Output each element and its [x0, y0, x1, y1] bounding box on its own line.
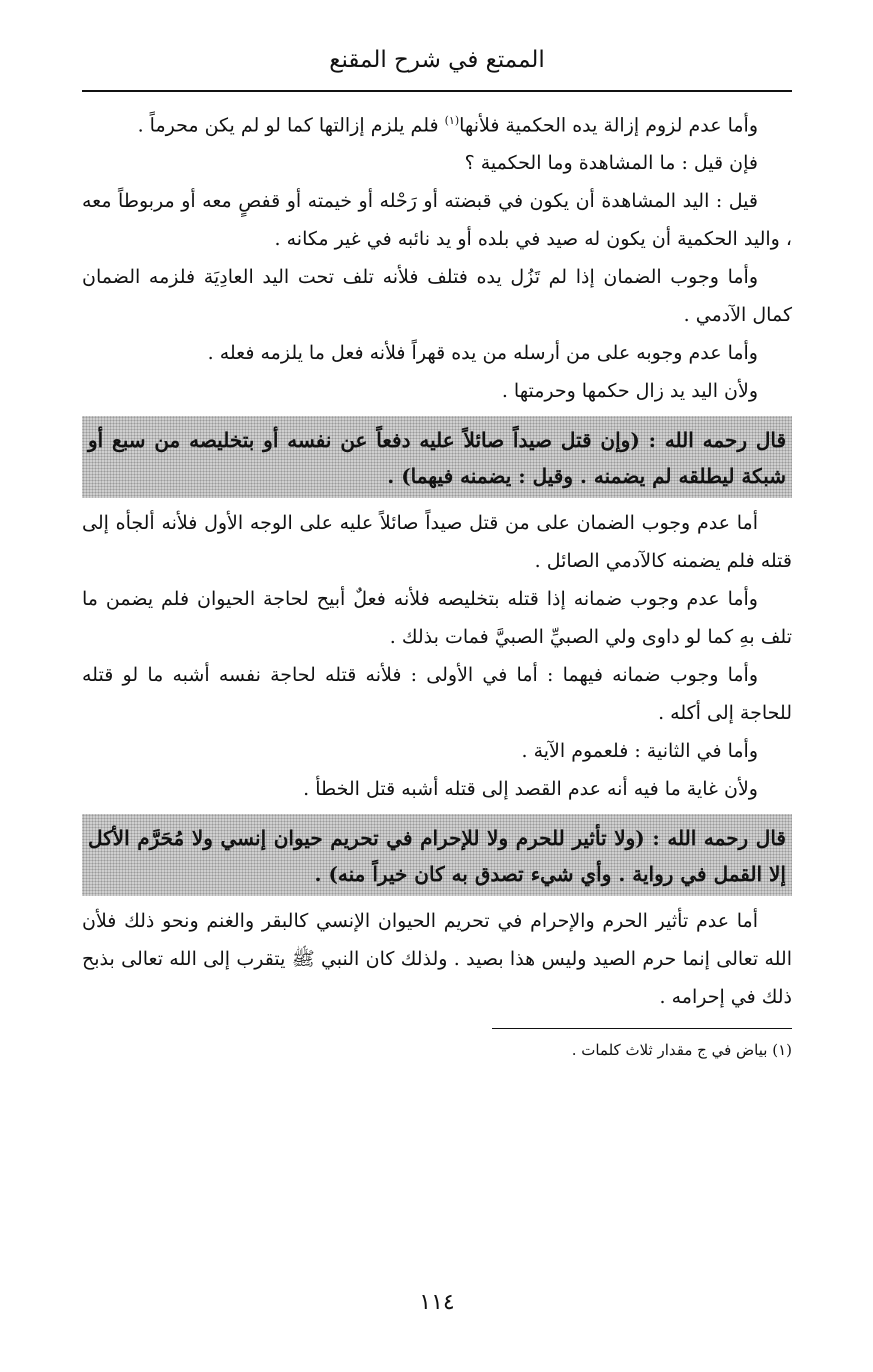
paragraph-11: ولأن غاية ما فيه أنه عدم القصد إلى قتله أشبه قتل الخطأ . [303, 778, 758, 801]
book-page [82, 40, 792, 1340]
paragraph-1 [82, 102, 792, 144]
running-header-title: الممتع في شرح المقنع [329, 47, 545, 73]
paragraph-4: وأما وجوب الضمان إذا لم تَزُل يده فتلف فلأنه تلف تحت اليد العادِيَة فلزمه الضمان كمال الآدمي . [82, 266, 792, 327]
footnote-1: (١) بياض في ج مقدار ثلاث كلمات . [571, 1041, 792, 1060]
paragraph-8: وأما عدم وجوب ضمانه إذا قتله بتخليصه فلأنه فعلٌ أبيح لحاجة الحيوان فلم يضمن ما تلف بهِ كما لو داوى ولي الصبيِّ الصبيَّ فمات بذلك . [82, 588, 792, 649]
paragraph-10: وأما في الثانية : فلعموم الآية . [521, 740, 758, 763]
matn-quote-2: قال رحمه الله : (ولا تأثير للحرم ولا للإحرام في تحريم حيوان إنسي ولا مُحَرَّم الأكل إلا القمل في رواية . وأي شيء تصدق به كان خيراً منه) . [82, 814, 792, 896]
paragraph-6: ولأن اليد يد زال حكمها وحرمتها . [501, 380, 758, 403]
footnote-reference[interactable]: (١) [444, 114, 460, 127]
header-rule [82, 90, 792, 92]
paragraph-3: قيل : اليد المشاهدة أن يكون في قبضته أو رَحْله أو خيمته أو قفصٍ معه أو مربوطاً معه ، واليد الحكمية أن يكون له صيد في بلده أو يد نائبه في غير مكانه . [82, 190, 792, 251]
paragraph-5: وأما عدم وجوبه على من أرسله من يده قهراً فلأنه فعل ما يلزمه فعله . [207, 342, 758, 365]
paragraph-9: وأما وجوب ضمانه فيهما : أما في الأولى : فلأنه قتله لحاجة نفسه أشبه ما لو قتله للحاجة إلى أكله . [82, 664, 792, 725]
paragraph-2: فإن قيل : ما المشاهدة وما الحكمية ؟ [464, 152, 758, 175]
paragraph-7: أما عدم وجوب الضمان على من قتل صيداً صائلاً عليه على الوجه الأول فلأنه ألجأه إلى قتله فلم يضمنه كالآدمي الصائل . [82, 512, 792, 573]
paragraph-1-text-b: فلم يلزم إزالتها كما لو لم يكن محرماً . [137, 114, 445, 137]
footnote-separator [492, 1028, 792, 1029]
matn-quote-1: قال رحمه الله : (وإن قتل صيداً صائلاً عليه دفعاً عن نفسه أو بتخليصه من سبع أو شبكة ليطلقه لم يضمنه . وقيل : يضمنه فيهما) . [82, 416, 792, 498]
page-number: ١١٤ [419, 1290, 455, 1315]
paragraph-12: أما عدم تأثير الحرم والإحرام في تحريم الحيوان الإنسي كالبقر والغنم ونحو ذلك فلأن الله تعالى إنما حرم الصيد وليس هذا بصيد . ولذلك كان النبي ﷺ يتقرب إلى الله تعالى بذبح ذلك في إحرامه . [82, 910, 792, 1009]
paragraph-1-text-a: وأما عدم لزوم إزالة يده الحكمية فلأنها [459, 114, 758, 137]
